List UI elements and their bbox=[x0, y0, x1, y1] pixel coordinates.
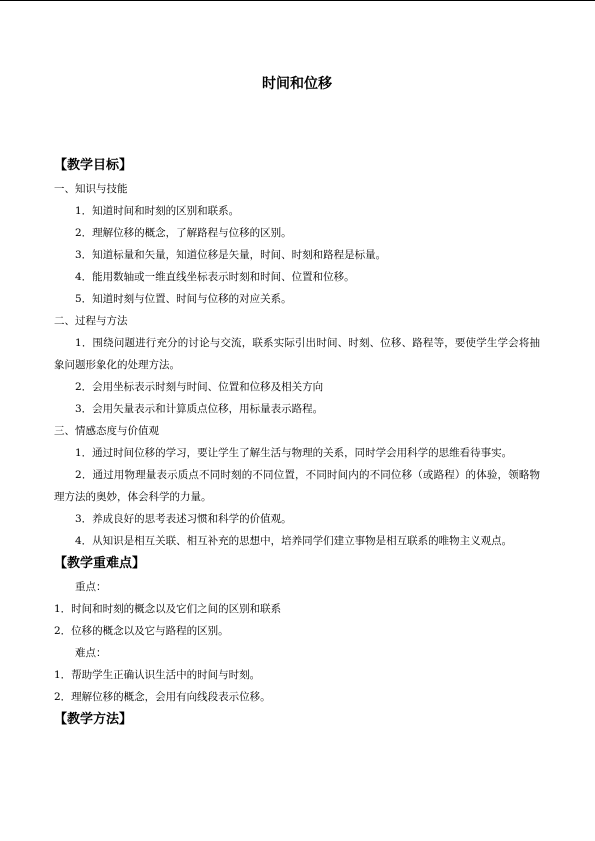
list-item: 1．通过时间位移的学习，要让学生了解生活与物理的关系，同时学会用科学的思维看待事实。 bbox=[75, 447, 513, 459]
section-heading-methods: 【教学方法】 bbox=[54, 712, 133, 727]
list-item: 2．位移的概念以及它与路程的区别。 bbox=[54, 625, 229, 637]
page-top-rule bbox=[0, 0, 595, 1]
list-item: 1．时间和时刻的概念以及它们之间的区别和联系 bbox=[54, 603, 282, 615]
list-item: 2．理解位移的概念，了解路程与位移的区别。 bbox=[75, 227, 292, 239]
list-item: 1．知道时间和时刻的区别和联系。 bbox=[75, 205, 240, 217]
document-body bbox=[54, 74, 540, 732]
section-heading-keypoints: 【教学重难点】 bbox=[54, 556, 146, 571]
list-item: 3．会用矢量表示和计算质点位移，用标量表示路程。 bbox=[75, 403, 324, 415]
key-points-label: 重点： bbox=[75, 581, 107, 593]
subheading-process-methods: 二、过程与方法 bbox=[54, 315, 128, 327]
list-item: 3．知道标量和矢量，知道位移是矢量，时间、时刻和路程是标量。 bbox=[75, 249, 387, 261]
list-item: 2．通过用物理量表示质点不同时刻的不同位置，不同时间内的不同位移（或路程）的体验，领略物理方法的奥妙，体会科学的力量。 bbox=[54, 469, 540, 503]
document-title: 时间和位移 bbox=[262, 76, 332, 92]
list-item: 1．围绕问题进行充分的讨论与交流，联系实际引出时间、时刻、位移、路程等，要使学生学会将抽象问题形象化的处理方法。 bbox=[54, 337, 540, 371]
list-item: 4．从知识是相互关联、相互补充的思想中，培养同学们建立事物是相互联系的唯物主义观点。 bbox=[75, 535, 513, 547]
list-item: 4．能用数轴或一维直线坐标表示时刻和时间、位置和位移。 bbox=[75, 271, 355, 283]
list-item: 1．帮助学生正确认识生活中的时间与时刻。 bbox=[54, 669, 261, 681]
list-item: 5．知道时刻与位置、时间与位移的对应关系。 bbox=[75, 293, 292, 305]
list-item: 2．理解位移的概念，会用有向线段表示位移。 bbox=[54, 691, 271, 703]
subheading-knowledge-skills: 一、知识与技能 bbox=[54, 183, 128, 195]
subheading-attitudes-values: 三、情感态度与价值观 bbox=[54, 425, 159, 437]
list-item: 3．养成良好的思考表述习惯和科学的价值观。 bbox=[75, 513, 292, 525]
difficult-points-label: 难点： bbox=[75, 647, 107, 659]
section-heading-objectives: 【教学目标】 bbox=[54, 158, 133, 173]
list-item: 2．会用坐标表示时刻与时间、位置和位移及相关方向 bbox=[75, 381, 324, 393]
